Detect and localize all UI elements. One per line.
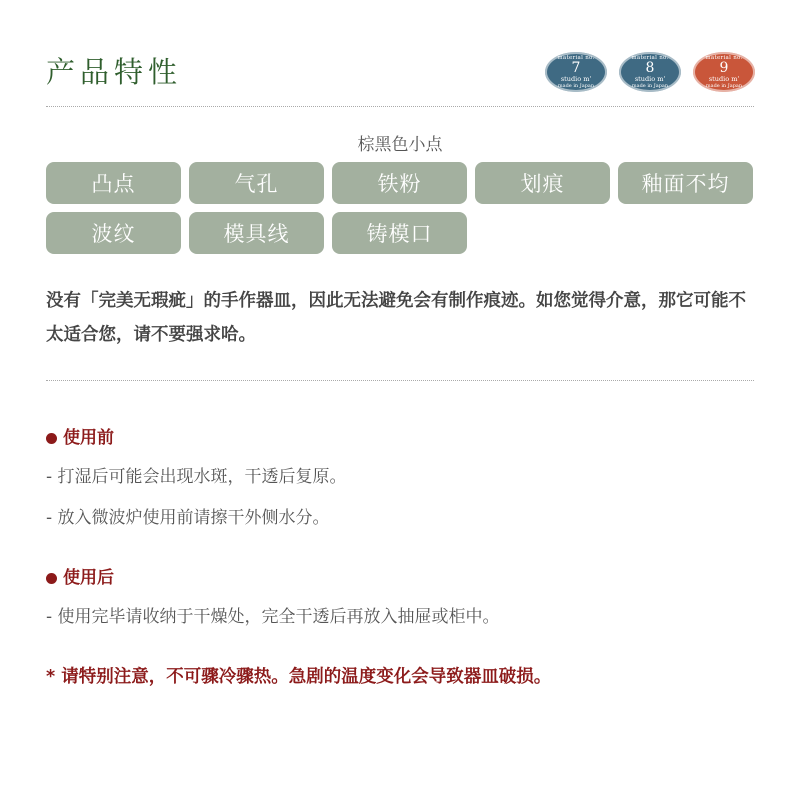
- stamp-caption: material no.: [631, 54, 669, 61]
- bullet-dot-icon: [46, 573, 57, 584]
- stamp-number: 8: [645, 60, 655, 76]
- material-stamp-8: [619, 52, 681, 92]
- before-item-1: - 打湿后可能会出现水斑，干透后复原。: [46, 467, 347, 487]
- divider-top: [46, 106, 754, 107]
- tag-mold-line: 模具线: [189, 212, 324, 254]
- page-title: 产品特性: [46, 55, 183, 89]
- tag-uneven-glaze: 釉面不均: [618, 162, 753, 204]
- stamp-caption: material no.: [705, 54, 743, 61]
- section-before-heading: 使用前: [63, 428, 114, 448]
- tag-pinhole: 气孔: [189, 162, 324, 204]
- after-item-1: - 使用完毕请收纳于干燥处，完全干透后再放入抽屉或柜中。: [46, 607, 500, 627]
- section-after-use: [46, 565, 114, 591]
- tag-iron-spot: 铁粉: [332, 162, 467, 204]
- tag-scratch: 划痕: [475, 162, 610, 204]
- warning-note: * 请特别注意，不可骤冷骤热。急剧的温度变化会导致器皿破损。: [46, 667, 552, 687]
- stamp-origin: made in Japan: [557, 82, 595, 89]
- stamp-number: 7: [571, 60, 581, 76]
- stamp-studio: studio m': [634, 75, 666, 83]
- stamp-studio: studio m': [708, 75, 740, 83]
- tag-casting-mark: 铸模口: [332, 212, 467, 254]
- stamp-origin: made in Japan: [705, 82, 743, 89]
- stamp-origin: made in Japan: [631, 82, 669, 89]
- trait-tags: [46, 162, 754, 254]
- divider-middle: [46, 380, 754, 381]
- material-stamp-7: [545, 52, 607, 92]
- material-stamp-9: [693, 52, 755, 92]
- before-item-2: - 放入微波炉使用前请擦干外侧水分。: [46, 508, 330, 528]
- section-after-heading: 使用后: [63, 568, 114, 588]
- stamp-studio: studio m': [560, 75, 592, 83]
- stamp-caption: material no.: [557, 54, 595, 61]
- section-before-use: [46, 425, 114, 451]
- tags-caption: 棕黑色小点: [357, 135, 443, 155]
- tag-ripple: 波纹: [46, 212, 181, 254]
- stamp-number: 9: [719, 60, 729, 76]
- material-stamps: [545, 52, 755, 92]
- bullet-dot-icon: [46, 433, 57, 444]
- handmade-notice: 没有「完美无瑕疵」的手作器皿，因此无法避免会有制作痕迹。如您觉得介意，那它可能不太适合您，请不要强求哈。: [46, 291, 746, 345]
- tag-bump: 凸点: [46, 162, 181, 204]
